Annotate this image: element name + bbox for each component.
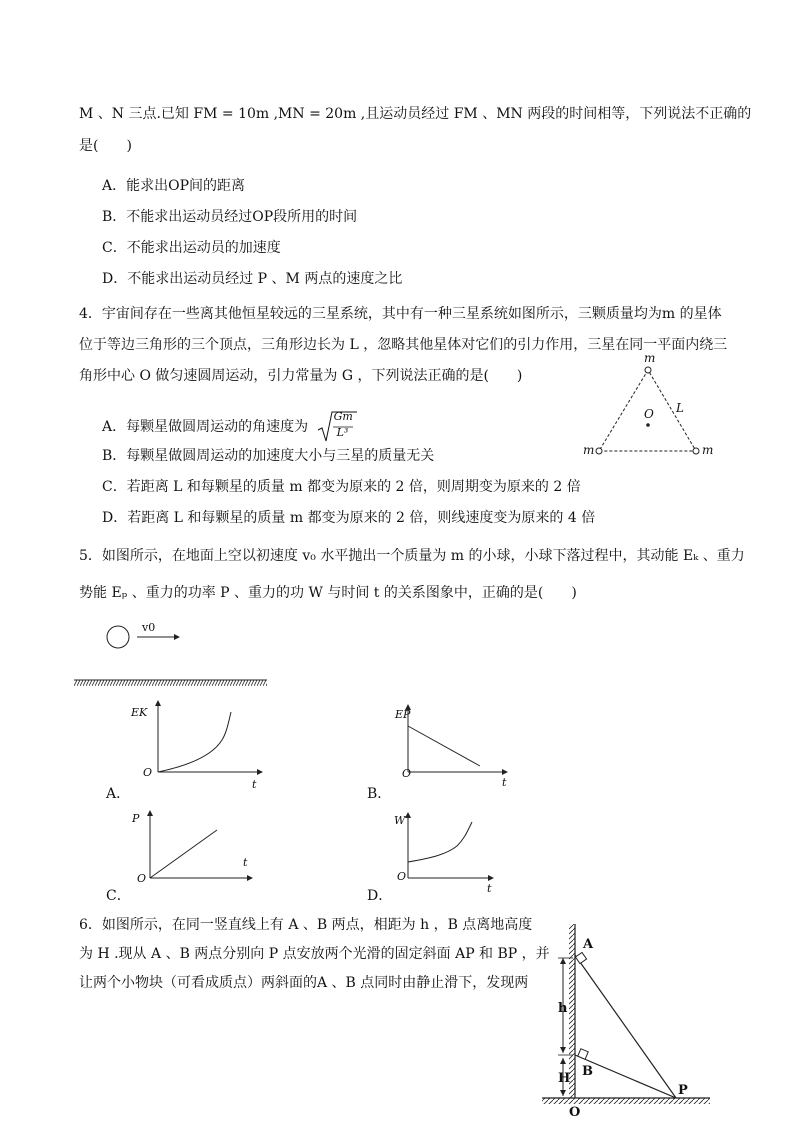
q6-stem-line2: 为 H .现从 A 、B 两点分别向 P 点安放两个光滑的固定斜面 AP 和 BP ，并 — [79, 946, 550, 962]
projectile-setup-figure — [74, 620, 274, 690]
block-b — [578, 1049, 588, 1059]
graph-a-ek-vs-t — [107, 700, 287, 795]
label-origin: O — [397, 870, 407, 883]
graph-d-option: D． — [367, 888, 393, 904]
label-origin: O — [402, 767, 412, 780]
q4-stem-line2: 位于等边三角形的三个顶点，三角形边长为 L ，忽略其他星体对它们的引力作用，三星在同一平面内绕三 — [79, 337, 728, 353]
q3-stem-line1: M 、N 三点.已知 FM = 10m ,MN = 20m ,且运动员经过 FM 、MN 两段的时间相等，下列说法不正确的 — [79, 106, 752, 122]
center-point — [646, 423, 650, 427]
line-p — [150, 830, 217, 878]
label-h: h — [558, 1001, 568, 1016]
label-t: t — [252, 778, 257, 791]
label-center-o: O — [644, 407, 654, 421]
q4-stem-line1: 4．宇宙间存在一些离其他恒星较远的三星系统，其中有一种三星系统如图所示，三颗质量均为m 的星体 — [79, 306, 722, 322]
label-origin: O — [137, 872, 147, 885]
graph-c-option: C． — [106, 888, 131, 904]
label-t: t — [502, 776, 507, 789]
ground-hatching — [542, 1098, 710, 1104]
label-B: B — [582, 1064, 593, 1079]
q3-option-a: A．能求出OP间的距离 — [102, 178, 246, 194]
label-t: t — [487, 882, 492, 895]
label-H: H — [558, 1071, 571, 1086]
q4-option-a-text: A．每颗星做圆周运动的角速度为 — [102, 419, 309, 435]
curve-w — [408, 822, 472, 862]
q3-option-d: D．不能求出运动员经过 P 、M 两点的速度之比 — [102, 271, 403, 287]
q4-stem-line3: 角形中心 O 做匀速圆周运动，引力常量为 G ，下列说法正确的是( ) — [79, 368, 523, 384]
q3-stem-line2: 是( ) — [79, 138, 132, 154]
label-ek: EK — [131, 706, 148, 719]
three-star-triangle-figure — [578, 350, 728, 470]
sqrt-numerator: Gm — [333, 410, 353, 423]
sqrt-formula — [317, 410, 357, 444]
q4-option-b: B．每颗星做圆周运动的加速度大小与三星的质量无关 — [102, 448, 435, 464]
label-O: O — [569, 1105, 581, 1120]
label-v0: v0 — [142, 621, 156, 634]
label-right-m: m — [702, 443, 714, 457]
q4-option-c: C．若距离 L 和每颗星的质量 m 都变为原来的 2 倍，则周期变为原来的 2 倍 — [102, 479, 581, 495]
label-ep: EP — [395, 708, 411, 721]
label-left-m: m — [583, 443, 595, 457]
label-origin: O — [143, 766, 153, 779]
label-t: t — [243, 856, 248, 869]
label-A: A — [583, 937, 594, 952]
star-right — [693, 448, 699, 454]
star-left — [596, 448, 602, 454]
label-w: W — [394, 814, 406, 827]
graph-b-ep-vs-t — [362, 700, 542, 795]
label-P: P — [678, 1083, 688, 1098]
q5-stem-line2: 势能 Eₚ 、重力的功率 P 、重力的功 W 与时间 t 的关系图象中，正确的是( ) — [79, 585, 577, 601]
sqrt-denominator: L³ — [336, 426, 349, 439]
graph-b-option: B． — [367, 786, 392, 802]
q6-stem-line3: 让两个小物块（可看成质点）两斜面的A 、B 点同时由静止滑下，发现两 — [79, 975, 529, 991]
inclined-planes-figure — [538, 920, 728, 1120]
label-p: P — [132, 812, 140, 825]
q4-option-d: D．若距离 L 和每颗星的质量 m 都变为原来的 2 倍，则线速度变为原来的 4 倍 — [102, 510, 596, 526]
label-top-m: m — [644, 351, 656, 365]
q6-stem-line1: 6．如图所示，在同一竖直线上有 A 、B 两点，相距为 h ，B 点离地高度 — [79, 917, 533, 933]
block-a — [575, 952, 586, 963]
star-top — [645, 367, 651, 373]
label-side-l: L — [676, 401, 684, 415]
graph-c-p-vs-t — [107, 808, 287, 903]
ground-hatching — [74, 680, 267, 686]
q3-option-b: B．不能求出运动员经过OP段所用的时间 — [102, 209, 358, 225]
q5-stem-line1: 5．如图所示，在地面上空以初速度 v₀ 水平抛出一个质量为 m 的小球，小球下落过程中，其动能 Eₖ 、重力 — [79, 548, 745, 564]
line-ep — [408, 726, 480, 766]
graph-a-option: A． — [106, 786, 131, 802]
ball — [107, 626, 129, 648]
q3-option-c: C．不能求出运动员的加速度 — [102, 240, 281, 256]
curve-ek — [158, 712, 231, 772]
q4-option-a — [102, 410, 357, 444]
